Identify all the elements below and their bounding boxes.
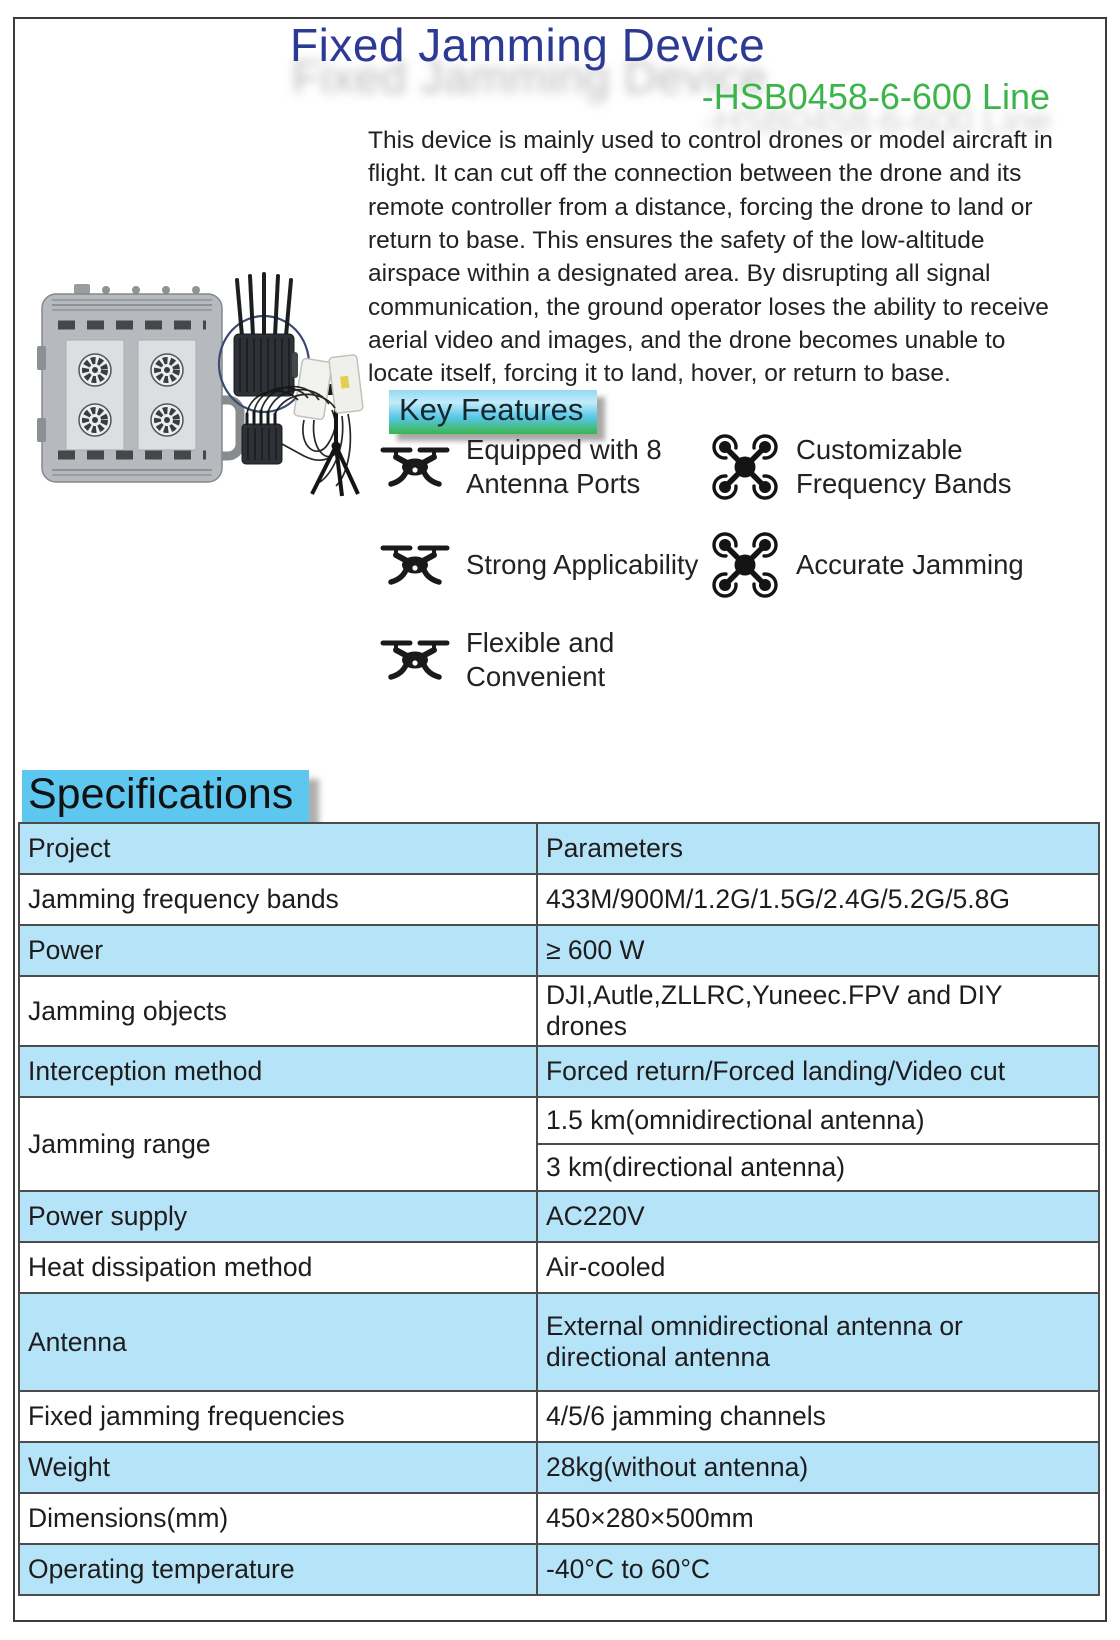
drone-side-icon (376, 441, 454, 493)
page-title: Fixed Jamming Device (290, 19, 766, 71)
spec-label: Jamming objects (19, 976, 537, 1046)
spec-row-power (19, 925, 1099, 976)
spec-value: 450×280×500mm (537, 1493, 1099, 1544)
spec-label: Dimensions(mm) (19, 1493, 537, 1544)
spec-value: External omnidirectional antenna or directional antenna (537, 1293, 1099, 1391)
feature-item (706, 528, 1056, 602)
spec-label: Power supply (19, 1191, 537, 1242)
feature-label: Accurate Jamming (796, 549, 1024, 581)
spec-label: Interception method (19, 1046, 537, 1097)
drone-side-icon (376, 634, 454, 686)
key-features-list (376, 430, 1056, 693)
feature-item (706, 430, 1056, 504)
feature-item (376, 528, 706, 602)
spec-value: 4/5/6 jamming channels (537, 1391, 1099, 1442)
spec-value: AC220V (537, 1191, 1099, 1242)
spec-header-row (19, 823, 1099, 874)
spec-value: DJI,Autle,ZLLRC,Yuneec.FPV and DIY drones (537, 976, 1099, 1046)
antenna-unit-image (219, 274, 309, 412)
spec-row-jamming-frequency-bands (19, 874, 1099, 925)
specifications-table (18, 822, 1100, 1596)
spec-row-jamming-objects (19, 976, 1099, 1046)
spec-row-dimensions (19, 1493, 1099, 1544)
spec-row-operating-temperature (19, 1544, 1099, 1595)
spec-value: Air-cooled (537, 1242, 1099, 1293)
model-number: -HSB0458-6-600 Line (701, 76, 1050, 117)
drone-side-icon (376, 539, 454, 591)
spec-label: Fixed jamming frequencies (19, 1391, 537, 1442)
feature-label: Flexible and Convenient (466, 627, 615, 692)
spec-label: Weight (19, 1442, 537, 1493)
spec-row-fixed-jamming-frequencies (19, 1391, 1099, 1442)
spec-row-antenna (19, 1293, 1099, 1391)
spec-label: Jamming range (19, 1097, 537, 1191)
spec-row-jamming-range (19, 1097, 1099, 1144)
specifications-banner: Specifications (22, 770, 309, 824)
product-photo (36, 248, 364, 498)
spec-label: Heat dissipation method (19, 1242, 537, 1293)
spec-label: Antenna (19, 1293, 537, 1391)
feature-item (376, 430, 706, 504)
main-jammer-image (37, 284, 240, 482)
spec-row-heat-dissipation (19, 1242, 1099, 1293)
spec-label: Operating temperature (19, 1544, 537, 1595)
spec-row-interception-method (19, 1046, 1099, 1097)
key-features-banner: Key Features (389, 390, 597, 434)
spec-value: Forced return/Forced landing/Video cut (537, 1046, 1099, 1097)
feature-item (376, 626, 706, 693)
column-header-parameters: Parameters (537, 823, 1099, 874)
spec-value: 1.5 km(omnidirectional antenna) (537, 1097, 1099, 1144)
feature-label: Strong Applicability (466, 549, 699, 581)
drone-top-icon (706, 528, 784, 602)
spec-label: Jamming frequency bands (19, 874, 537, 925)
spec-value: 3 km(directional antenna) (537, 1144, 1099, 1191)
spec-value: 28kg(without antenna) (537, 1442, 1099, 1493)
spec-row-weight (19, 1442, 1099, 1493)
column-header-project: Project (19, 823, 537, 874)
spec-value: ≥ 600 W (537, 925, 1099, 976)
feature-label: Equipped with 8 Antenna Ports (466, 434, 662, 499)
spec-label: Power (19, 925, 537, 976)
spec-value: 433M/900M/1.2G/1.5G/2.4G/5.2G/5.8G (537, 874, 1099, 925)
feature-label: Customizable Frequency Bands (796, 434, 1012, 499)
spec-value: -40°C to 60°C (537, 1544, 1099, 1595)
drone-top-icon (706, 430, 784, 504)
product-description: This device is mainly used to control drones or model aircraft in flight. It can cut off the connection between the drone and its remote controller from a distance, forcing the drone to land or return to base. This ensures the safety of the low-altitude airspace within a designated area. By disrupting all signal communication, the ground operator loses the ability to receive aerial video and images, and the drone becomes unable to locate itself, forcing it to land, hover, or return to base. (368, 127, 1053, 388)
spec-row-power-supply (19, 1191, 1099, 1242)
